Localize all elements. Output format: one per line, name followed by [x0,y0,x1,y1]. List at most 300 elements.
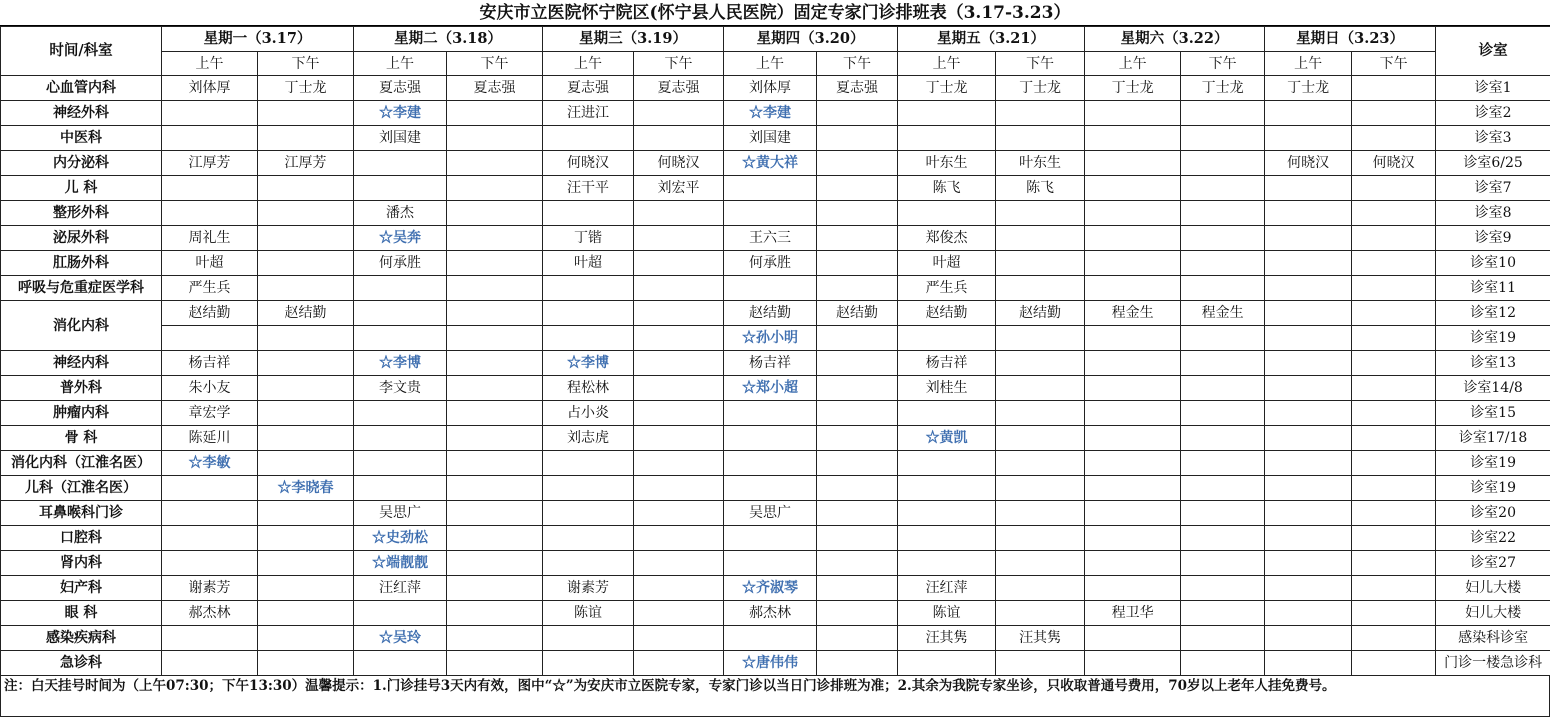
doctor-cell [996,426,1085,451]
doctor-cell [996,601,1085,626]
doctor-cell [1265,276,1352,301]
doctor-cell [724,526,817,551]
doctor-cell: 郝杰林 [162,601,258,626]
doctor-cell: ☆吴玲 [354,626,447,651]
table-row [1,326,1550,351]
doctor-cell: ☆李晓春 [258,476,354,501]
room-cell: 诊室19 [1436,476,1550,501]
doctor-cell: 丁士龙 [1181,76,1265,101]
doctor-cell [1181,526,1265,551]
doctor-cell: 何晓汉 [634,151,724,176]
doctor-cell [898,501,996,526]
doctor-cell [1352,601,1436,626]
header-pm: 下午 [996,52,1085,76]
doctor-cell [258,101,354,126]
table-row [1,201,1550,226]
doctor-cell: 占小炎 [543,401,634,426]
doctor-cell: 叶超 [898,251,996,276]
doctor-cell [1085,151,1181,176]
doctor-cell [817,551,898,576]
header-day: 星期三（3.19） [543,27,724,52]
doctor-cell [634,601,724,626]
doctor-cell [447,126,543,151]
room-cell: 诊室1 [1436,76,1550,101]
header-pm: 下午 [634,52,724,76]
room-cell: 诊室13 [1436,351,1550,376]
dept-name: 消化内科（江淮名医） [1,451,162,476]
doctor-cell [1181,426,1265,451]
doctor-cell [634,501,724,526]
table-row [1,576,1550,601]
doctor-cell [634,626,724,651]
doctor-cell [996,451,1085,476]
doctor-cell [162,476,258,501]
doctor-cell [724,476,817,501]
dept-name: 呼吸与危重症医学科 [1,276,162,301]
header-pm: 下午 [1181,52,1265,76]
room-cell: 诊室19 [1436,326,1550,351]
doctor-cell [724,201,817,226]
dept-name: 儿 科 [1,176,162,201]
doctor-cell [1085,501,1181,526]
doctor-cell: 汪红萍 [898,576,996,601]
doctor-cell [1352,326,1436,351]
doctor-cell [724,626,817,651]
doctor-cell [1181,126,1265,151]
table-row [1,651,1550,676]
doctor-cell [1085,126,1181,151]
doctor-cell: 汪其隽 [898,626,996,651]
doctor-cell [447,201,543,226]
doctor-cell [162,626,258,651]
doctor-cell [1181,576,1265,601]
header-day: 星期日（3.23） [1265,27,1436,52]
doctor-cell [1085,551,1181,576]
table-row [1,426,1550,451]
dept-name: 骨 科 [1,426,162,451]
doctor-cell [817,101,898,126]
room-cell: 诊室27 [1436,551,1550,576]
doctor-cell [1085,326,1181,351]
doctor-cell [258,326,354,351]
table-row [1,526,1550,551]
doctor-cell [817,401,898,426]
doctor-cell [447,151,543,176]
doctor-cell: 李文贵 [354,376,447,401]
doctor-cell [543,201,634,226]
doctor-cell [258,451,354,476]
table-row [1,226,1550,251]
doctor-cell: 汪进江 [543,101,634,126]
doctor-cell [162,126,258,151]
dept-name: 泌尿外科 [1,226,162,251]
room-cell: 诊室3 [1436,126,1550,151]
doctor-cell: 程金生 [1181,301,1265,326]
doctor-cell: 陈谊 [898,601,996,626]
doctor-cell [1181,351,1265,376]
doctor-cell [1352,501,1436,526]
doctor-cell [1181,376,1265,401]
doctor-cell [817,376,898,401]
doctor-cell [543,526,634,551]
doctor-cell: 丁士龙 [996,76,1085,101]
doctor-cell [1085,176,1181,201]
doctor-cell: 陈延川 [162,426,258,451]
doctor-cell [817,201,898,226]
doctor-cell: 何晓汉 [1352,151,1436,176]
doctor-cell: 章宏学 [162,401,258,426]
doctor-cell [817,476,898,501]
table-row [1,276,1550,301]
doctor-cell [634,451,724,476]
doctor-cell [1265,626,1352,651]
header-pm: 下午 [1352,52,1436,76]
doctor-cell: 程松林 [543,376,634,401]
doctor-cell [1181,251,1265,276]
doctor-cell: 刘国建 [724,126,817,151]
doctor-cell [996,201,1085,226]
dept-name: 神经外科 [1,101,162,126]
doctor-cell [817,151,898,176]
doctor-cell [354,176,447,201]
doctor-cell [447,176,543,201]
dept-name: 肛肠外科 [1,251,162,276]
doctor-cell: 赵结勤 [162,301,258,326]
doctor-cell [162,526,258,551]
doctor-cell [996,501,1085,526]
doctor-cell [354,401,447,426]
doctor-cell [543,551,634,576]
doctor-cell: 赵结勤 [724,301,817,326]
doctor-cell: 叶超 [543,251,634,276]
doctor-cell [1352,651,1436,676]
doctor-cell [447,576,543,601]
room-cell: 诊室17/18 [1436,426,1550,451]
doctor-cell [634,251,724,276]
doctor-cell [1085,351,1181,376]
doctor-cell [354,326,447,351]
doctor-cell: 赵结勤 [898,301,996,326]
table-row [1,451,1550,476]
doctor-cell: 吴思广 [724,501,817,526]
header-row-halfday [1,52,1550,76]
doctor-cell [1085,201,1181,226]
doctor-cell [1085,401,1181,426]
doctor-cell: 汪干平 [543,176,634,201]
doctor-cell [447,251,543,276]
header-am: 上午 [354,52,447,76]
doctor-cell [724,451,817,476]
room-cell: 妇儿大楼 [1436,576,1550,601]
dept-name: 内分泌科 [1,151,162,176]
doctor-cell [447,626,543,651]
room-cell: 诊室9 [1436,226,1550,251]
table-row [1,76,1550,101]
doctor-cell [354,301,447,326]
header-pm: 下午 [817,52,898,76]
doctor-cell [634,226,724,251]
room-cell: 诊室7 [1436,176,1550,201]
room-cell: 妇儿大楼 [1436,601,1550,626]
doctor-cell [724,176,817,201]
doctor-cell [1352,76,1436,101]
doctor-cell [817,626,898,651]
doctor-cell [354,651,447,676]
doctor-cell [162,651,258,676]
doctor-cell [354,451,447,476]
doctor-cell: 杨吉祥 [898,351,996,376]
doctor-cell: 赵结勤 [817,301,898,326]
doctor-cell: ☆黄凯 [898,426,996,451]
room-cell: 诊室8 [1436,201,1550,226]
doctor-cell: ☆齐淑琴 [724,576,817,601]
doctor-cell [634,351,724,376]
doctor-cell: ☆李建 [724,101,817,126]
doctor-cell [634,401,724,426]
doctor-cell [1265,226,1352,251]
doctor-cell [634,426,724,451]
dept-name: 神经内科 [1,351,162,376]
doctor-cell [1352,476,1436,501]
doctor-cell [1352,626,1436,651]
room-cell: 诊室11 [1436,276,1550,301]
doctor-cell [258,626,354,651]
doctor-cell [447,501,543,526]
doctor-cell [996,576,1085,601]
doctor-cell [1085,626,1181,651]
doctor-cell [634,301,724,326]
doctor-cell [817,251,898,276]
doctor-cell: 谢素芳 [543,576,634,601]
doctor-cell [447,326,543,351]
doctor-cell [724,401,817,426]
doctor-cell [1352,576,1436,601]
doctor-cell: ☆李博 [543,351,634,376]
doctor-cell: 叶超 [162,251,258,276]
doctor-cell [817,276,898,301]
doctor-cell [258,426,354,451]
doctor-cell [1352,376,1436,401]
doctor-cell [1265,351,1352,376]
doctor-cell [258,401,354,426]
doctor-cell [898,651,996,676]
doctor-cell [1085,101,1181,126]
doctor-cell: 王六三 [724,226,817,251]
doctor-cell [258,126,354,151]
dept-name: 肿瘤内科 [1,401,162,426]
doctor-cell: 叶东生 [996,151,1085,176]
doctor-cell: 潘杰 [354,201,447,226]
doctor-cell [634,651,724,676]
dept-name: 整形外科 [1,201,162,226]
dept-name: 消化内科 [1,301,162,351]
doctor-cell [162,101,258,126]
doctor-cell [634,326,724,351]
doctor-cell [258,376,354,401]
doctor-cell [1352,351,1436,376]
doctor-cell: 夏志强 [354,76,447,101]
doctor-cell [1085,426,1181,451]
doctor-cell [1352,401,1436,426]
doctor-cell: 赵结勤 [258,301,354,326]
doctor-cell: 夏志强 [817,76,898,101]
table-row [1,501,1550,526]
room-cell: 诊室2 [1436,101,1550,126]
doctor-cell [1085,576,1181,601]
doctor-cell [634,376,724,401]
doctor-cell [1265,326,1352,351]
dept-name: 耳鼻喉科门诊 [1,501,162,526]
doctor-cell [1265,526,1352,551]
doctor-cell [1085,376,1181,401]
doctor-cell [447,301,543,326]
table-row [1,476,1550,501]
doctor-cell [258,501,354,526]
doctor-cell [817,226,898,251]
table-row [1,601,1550,626]
doctor-cell [543,651,634,676]
doctor-cell [634,276,724,301]
doctor-cell [1085,651,1181,676]
header-am: 上午 [898,52,996,76]
doctor-cell [258,226,354,251]
header-am: 上午 [1085,52,1181,76]
room-cell: 诊室6/25 [1436,151,1550,176]
doctor-cell [1265,426,1352,451]
doctor-cell [996,376,1085,401]
doctor-cell [996,401,1085,426]
doctor-cell [898,401,996,426]
doctor-cell: 何晓汉 [543,151,634,176]
doctor-cell [1265,376,1352,401]
doctor-cell: ☆唐伟伟 [724,651,817,676]
doctor-cell: 刘国建 [354,126,447,151]
doctor-cell [898,201,996,226]
doctor-cell [898,326,996,351]
doctor-cell [354,476,447,501]
doctor-cell [1352,201,1436,226]
table-row [1,251,1550,276]
doctor-cell [817,351,898,376]
doctor-cell: 郑俊杰 [898,226,996,251]
doctor-cell [162,176,258,201]
doctor-cell [1181,326,1265,351]
doctor-cell [817,576,898,601]
doctor-cell [817,426,898,451]
doctor-cell [447,276,543,301]
doctor-cell: 严生兵 [162,276,258,301]
doctor-cell [258,551,354,576]
room-cell: 诊室15 [1436,401,1550,426]
doctor-cell: 刘志虎 [543,426,634,451]
header-day: 星期六（3.22） [1085,27,1265,52]
doctor-cell: 周礼生 [162,226,258,251]
table-row [1,376,1550,401]
doctor-cell: ☆郑小超 [724,376,817,401]
doctor-cell [817,501,898,526]
doctor-cell [1265,101,1352,126]
room-cell: 门诊一楼急诊科 [1436,651,1550,676]
doctor-cell: 刘宏平 [634,176,724,201]
doctor-cell [543,301,634,326]
doctor-cell [543,476,634,501]
doctor-cell: 郝杰林 [724,601,817,626]
doctor-cell [634,476,724,501]
room-cell: 诊室19 [1436,451,1550,476]
doctor-cell: ☆李博 [354,351,447,376]
doctor-cell [1265,476,1352,501]
doctor-cell [1085,276,1181,301]
doctor-cell [634,201,724,226]
doctor-cell [1352,276,1436,301]
doctor-cell [724,426,817,451]
doctor-cell [258,176,354,201]
doctor-cell [817,126,898,151]
doctor-cell [1181,151,1265,176]
doctor-cell [447,376,543,401]
doctor-cell [1181,101,1265,126]
table-row [1,626,1550,651]
doctor-cell [996,126,1085,151]
doctor-cell [1181,651,1265,676]
doctor-cell [258,526,354,551]
doctor-cell [447,601,543,626]
dept-name: 心血管内科 [1,76,162,101]
room-cell: 诊室12 [1436,301,1550,326]
table-row [1,101,1550,126]
doctor-cell [1265,126,1352,151]
doctor-cell [258,251,354,276]
doctor-cell [1352,451,1436,476]
doctor-cell [996,551,1085,576]
doctor-cell: 汪红萍 [354,576,447,601]
doctor-cell: 刘桂生 [898,376,996,401]
doctor-cell [1352,101,1436,126]
header-am: 上午 [724,52,817,76]
doctor-cell: 程金生 [1085,301,1181,326]
doctor-cell [162,201,258,226]
doctor-cell [1085,251,1181,276]
doctor-cell [543,501,634,526]
doctor-cell [1352,551,1436,576]
doctor-cell [1265,251,1352,276]
doctor-cell [1265,401,1352,426]
doctor-cell [724,276,817,301]
doctor-cell [1352,426,1436,451]
doctor-cell [258,276,354,301]
doctor-cell [447,401,543,426]
doctor-cell [634,551,724,576]
doctor-cell [258,651,354,676]
doctor-cell: 何承胜 [354,251,447,276]
doctor-cell [447,226,543,251]
doctor-cell [898,476,996,501]
table-row [1,551,1550,576]
dept-name: 中医科 [1,126,162,151]
doctor-cell [258,201,354,226]
header-pm: 下午 [258,52,354,76]
doctor-cell [1265,576,1352,601]
doctor-cell: 江厚芳 [162,151,258,176]
doctor-cell [1085,226,1181,251]
doctor-cell [447,526,543,551]
doctor-cell [543,276,634,301]
doctor-cell [1181,401,1265,426]
doctor-cell [1352,526,1436,551]
doctor-cell [1265,301,1352,326]
dept-name: 肾内科 [1,551,162,576]
doctor-cell: 江厚芳 [258,151,354,176]
